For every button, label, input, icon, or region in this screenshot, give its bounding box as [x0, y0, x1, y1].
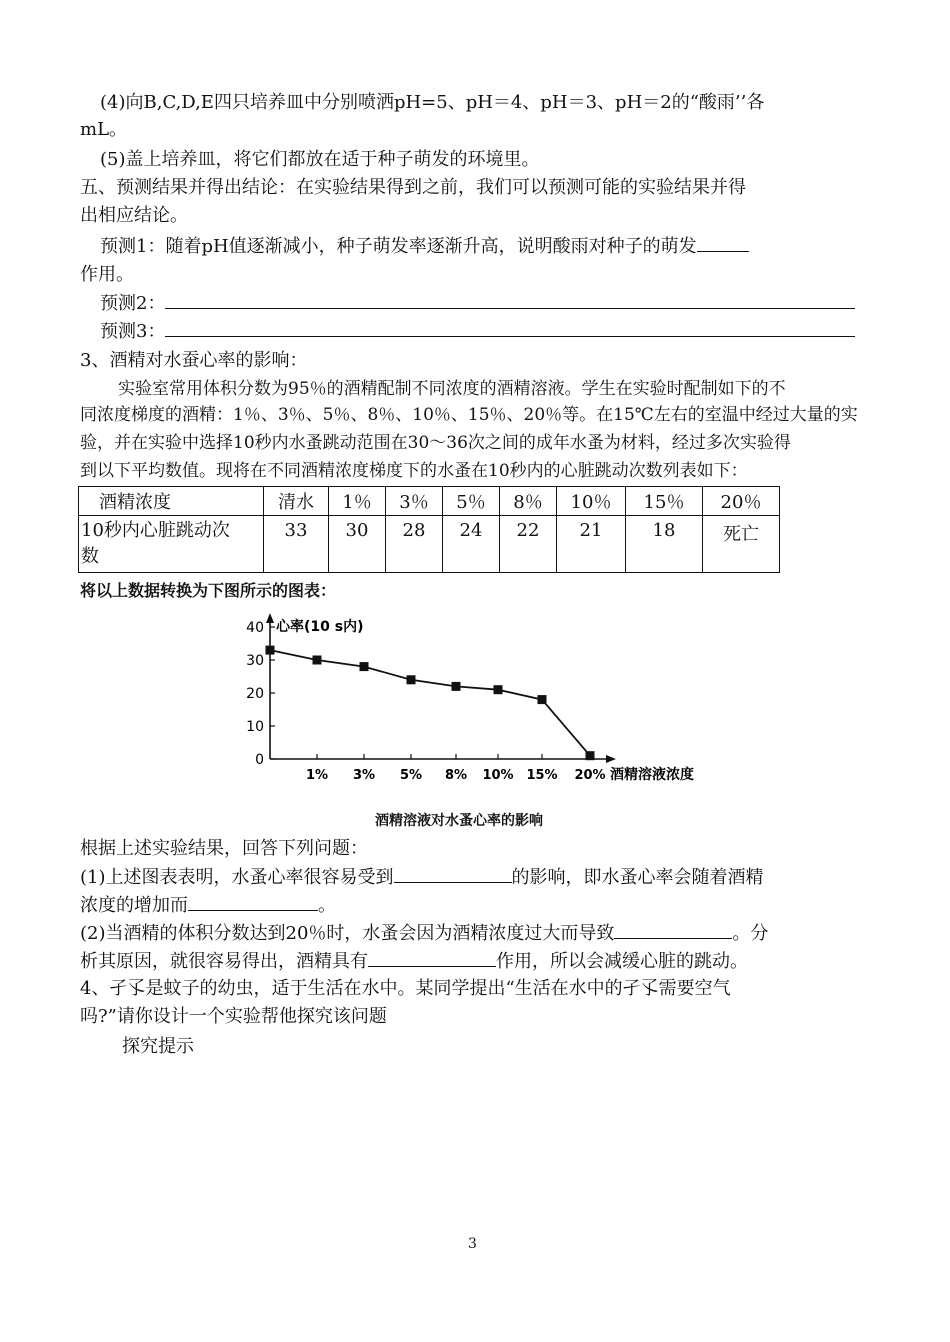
- answer-1-text-a: (1)上述图表表明，水蚤心率很容易受到: [80, 867, 394, 888]
- step-5: (5)盖上培养皿，将它们都放在适于种子萌发的环境里。: [100, 149, 540, 170]
- x-tick-label: 3%: [352, 768, 376, 783]
- y-tick-label: 20: [246, 686, 264, 702]
- answer-1-text-d: 。: [318, 895, 336, 916]
- x-tick-label: 5%: [399, 768, 423, 783]
- data-point: [313, 656, 322, 665]
- data-point: [266, 646, 275, 655]
- table-col: 15％: [626, 487, 703, 516]
- question-3-title: 3、酒精对水蚕心率的影响：: [80, 350, 308, 371]
- table-col: 1％: [329, 487, 386, 516]
- answer-2-line2: [80, 948, 875, 975]
- row-label-line2: 数: [81, 546, 99, 567]
- x-tick-label: 20%: [574, 768, 606, 783]
- answer-2-line1: [80, 920, 875, 947]
- data-point: [407, 675, 416, 684]
- prediction-1-text: 预测1：随着pH值逐渐减小，种子萌发率逐渐升高，说明酸雨对种子的萌发: [100, 236, 697, 257]
- x-axis-label: 酒精溶液浓度: [610, 767, 694, 783]
- answer-2-text-a: (2)当酒精的体积分数达到20％时，水蚤会因为酒精浓度过大而导致: [80, 923, 615, 944]
- table-cell: 22: [500, 516, 557, 573]
- x-axis-arrow: [606, 755, 616, 763]
- row-label-line1: 10秒内心脏跳动次: [81, 520, 230, 541]
- data-point: [586, 751, 595, 760]
- step-4-line2: mL。: [80, 119, 128, 140]
- step-4-line1: (4)向B,C,D,E四只培养皿中分别喷洒pH=5、pH＝4、pH＝3、pH＝2的“酸雨’’各: [100, 92, 765, 113]
- question-3-intro-1: 实验室常用体积分数为95％的酒精配制不同浓度的酒精溶液。学生在实验时配制如下的不: [118, 379, 786, 399]
- y-tick-label: 30: [246, 653, 264, 669]
- answer-intro: 根据上述实验结果，回答下列问题：: [80, 838, 368, 859]
- prediction-2-label: 预测2：: [100, 293, 166, 314]
- chart-caption: 酒精溶液对水蚤心率的影响: [375, 813, 543, 829]
- table-row-label: [79, 516, 264, 573]
- table-cell: 28: [386, 516, 443, 573]
- x-tick-label: 15%: [526, 768, 558, 783]
- y-tick-label: 10: [246, 719, 264, 735]
- table-col: 8％: [500, 487, 557, 516]
- x-tick-label: 10%: [482, 768, 514, 783]
- blank-prediction-2[interactable]: [165, 290, 855, 309]
- answer-1-line1: [80, 864, 875, 891]
- answer-2-text-b: 。分: [732, 923, 769, 944]
- prediction-1-line2: 作用。: [80, 264, 134, 285]
- table-col: 20％: [703, 487, 780, 516]
- table-cell: 30: [329, 516, 386, 573]
- prediction-3-label: 预测3：: [100, 321, 166, 342]
- answer-1-text-c: 浓度的增加而: [80, 895, 188, 916]
- question-3-intro-3: 验，并在实验中选择10秒内水蚤跳动范围在30～36次之间的成年水蚤为材料，经过多次实验得: [80, 433, 791, 453]
- data-point: [360, 662, 369, 671]
- table-cell: 24: [443, 516, 500, 573]
- answer-2-text-c: 析其原因，就很容易得出，酒精具有: [80, 951, 368, 972]
- table-cell: 21: [557, 516, 626, 573]
- table-col: 5％: [443, 487, 500, 516]
- table-col: 清水: [264, 487, 329, 516]
- table-header-label: 酒精浓度: [79, 487, 264, 516]
- hint: 探究提示: [122, 1036, 194, 1057]
- blank-answer-2a[interactable]: [614, 920, 732, 939]
- y-tick-label: 40: [246, 620, 264, 636]
- section-5-line2: 出相应结论。: [80, 205, 188, 226]
- table-cell: 死亡: [703, 516, 780, 573]
- y-axis-label: 心率(10 s内): [276, 619, 364, 635]
- answer-1-text-b: 的影响，即水蚤心率会随着酒精: [511, 867, 764, 888]
- question-4-line1: 4、孑孓是蚊子的幼虫，适于生活在水中。某同学提出“生活在水中的孑孓需要空气: [80, 978, 731, 999]
- blank-answer-1a[interactable]: [394, 864, 512, 883]
- data-point: [494, 685, 503, 694]
- convert-text: 将以上数据转换为下图所示的图表：: [80, 581, 337, 600]
- prediction-3: [100, 318, 895, 345]
- x-tick-label: 8%: [444, 768, 468, 783]
- table-col: 10％: [557, 487, 626, 516]
- x-tick-label: 1%: [305, 768, 329, 783]
- heart-rate-chart: [180, 605, 740, 805]
- page-number: 3: [468, 1236, 477, 1252]
- prediction-1-line1: [100, 233, 895, 260]
- blank-answer-1b[interactable]: [188, 892, 318, 911]
- question-3-intro-2: 同浓度梯度的酒精：1％、3％、5％、8％、10％、15％、20％等。在15℃左右的室温中经过大量的实: [80, 405, 858, 425]
- prediction-2: [100, 290, 895, 317]
- blank-1[interactable]: [697, 233, 749, 252]
- y-tick-label: 0: [255, 752, 264, 768]
- table-cell: 18: [626, 516, 703, 573]
- answer-1-line2: [80, 892, 875, 919]
- table-header-row: [79, 487, 780, 516]
- question-3-intro-4: 到以下平均数值。现将在不同酒精浓度梯度下的水蚤在10秒内的心脏跳动次数列表如下：: [80, 461, 748, 481]
- data-point: [538, 695, 547, 704]
- heart-rate-table: [78, 486, 780, 573]
- answer-2-text-d: 作用，所以会减缓心脏的跳动。: [496, 951, 748, 972]
- blank-answer-2b[interactable]: [368, 948, 496, 967]
- y-axis-arrow: [266, 613, 274, 623]
- table-row: [79, 516, 780, 573]
- table-col: 3％: [386, 487, 443, 516]
- data-point: [452, 682, 461, 691]
- blank-prediction-3[interactable]: [165, 318, 855, 337]
- section-5-line1: 五、预测结果并得出结论：在实验结果得到之前，我们可以预测可能的实验结果并得: [80, 177, 746, 198]
- table-cell: 33: [264, 516, 329, 573]
- question-4-line2: 吗?”请你设计一个实验帮他探究该问题: [80, 1006, 387, 1027]
